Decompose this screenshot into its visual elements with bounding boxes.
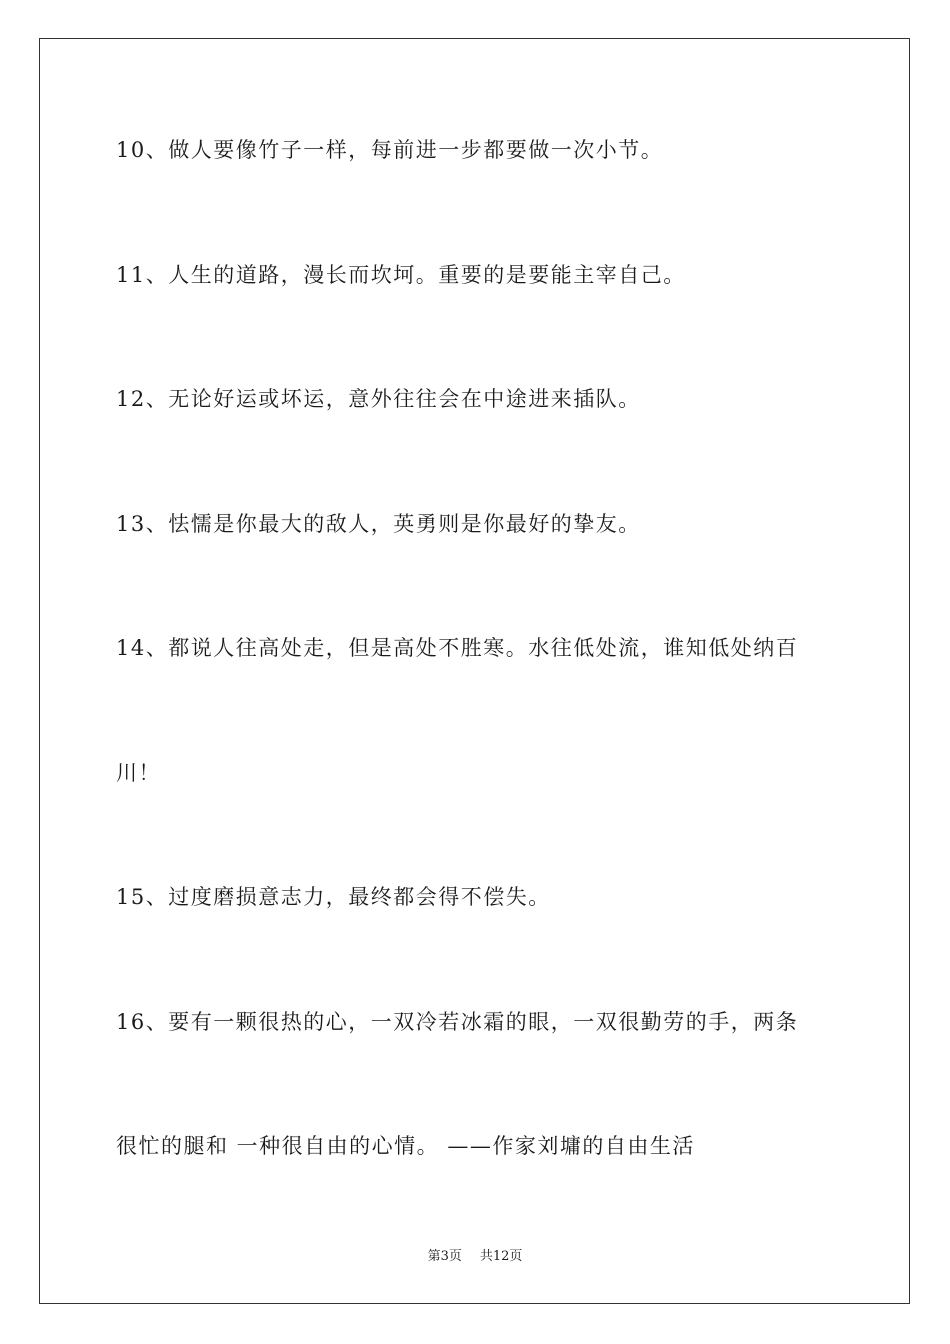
page-number: 第3页 <box>427 1249 462 1264</box>
page-total: 共12页 <box>479 1249 523 1264</box>
quote-line-13: 13、怯懦是你最大的敌人，英勇则是你最好的挚友。 <box>116 512 641 536</box>
quote-line-14-cont: 川！ <box>116 761 161 785</box>
quote-line-11: 11、人生的道路，漫长而坎坷。重要的是要能主宰自己。 <box>116 263 686 287</box>
page-border <box>39 38 910 1304</box>
page-footer <box>0 1248 950 1266</box>
quote-line-15: 15、过度磨损意志力，最终都会得不偿失。 <box>116 885 551 909</box>
quote-line-14: 14、都说人往高处走，但是高处不胜寒。水往低处流，谁知低处纳百 <box>116 636 799 660</box>
quote-line-16: 16、要有一颗很热的心，一双冷若冰霜的眼，一双很勤劳的手，两条 <box>116 1010 799 1034</box>
quote-line-12: 12、无论好运或坏运，意外往往会在中途进来插队。 <box>116 387 641 411</box>
quote-line-16-cont: 很忙的腿和 一种很自由的心情。 ——作家刘墉的自由生活 <box>116 1134 695 1158</box>
quote-line-10: 10、做人要像竹子一样，每前进一步都要做一次小节。 <box>116 138 664 162</box>
